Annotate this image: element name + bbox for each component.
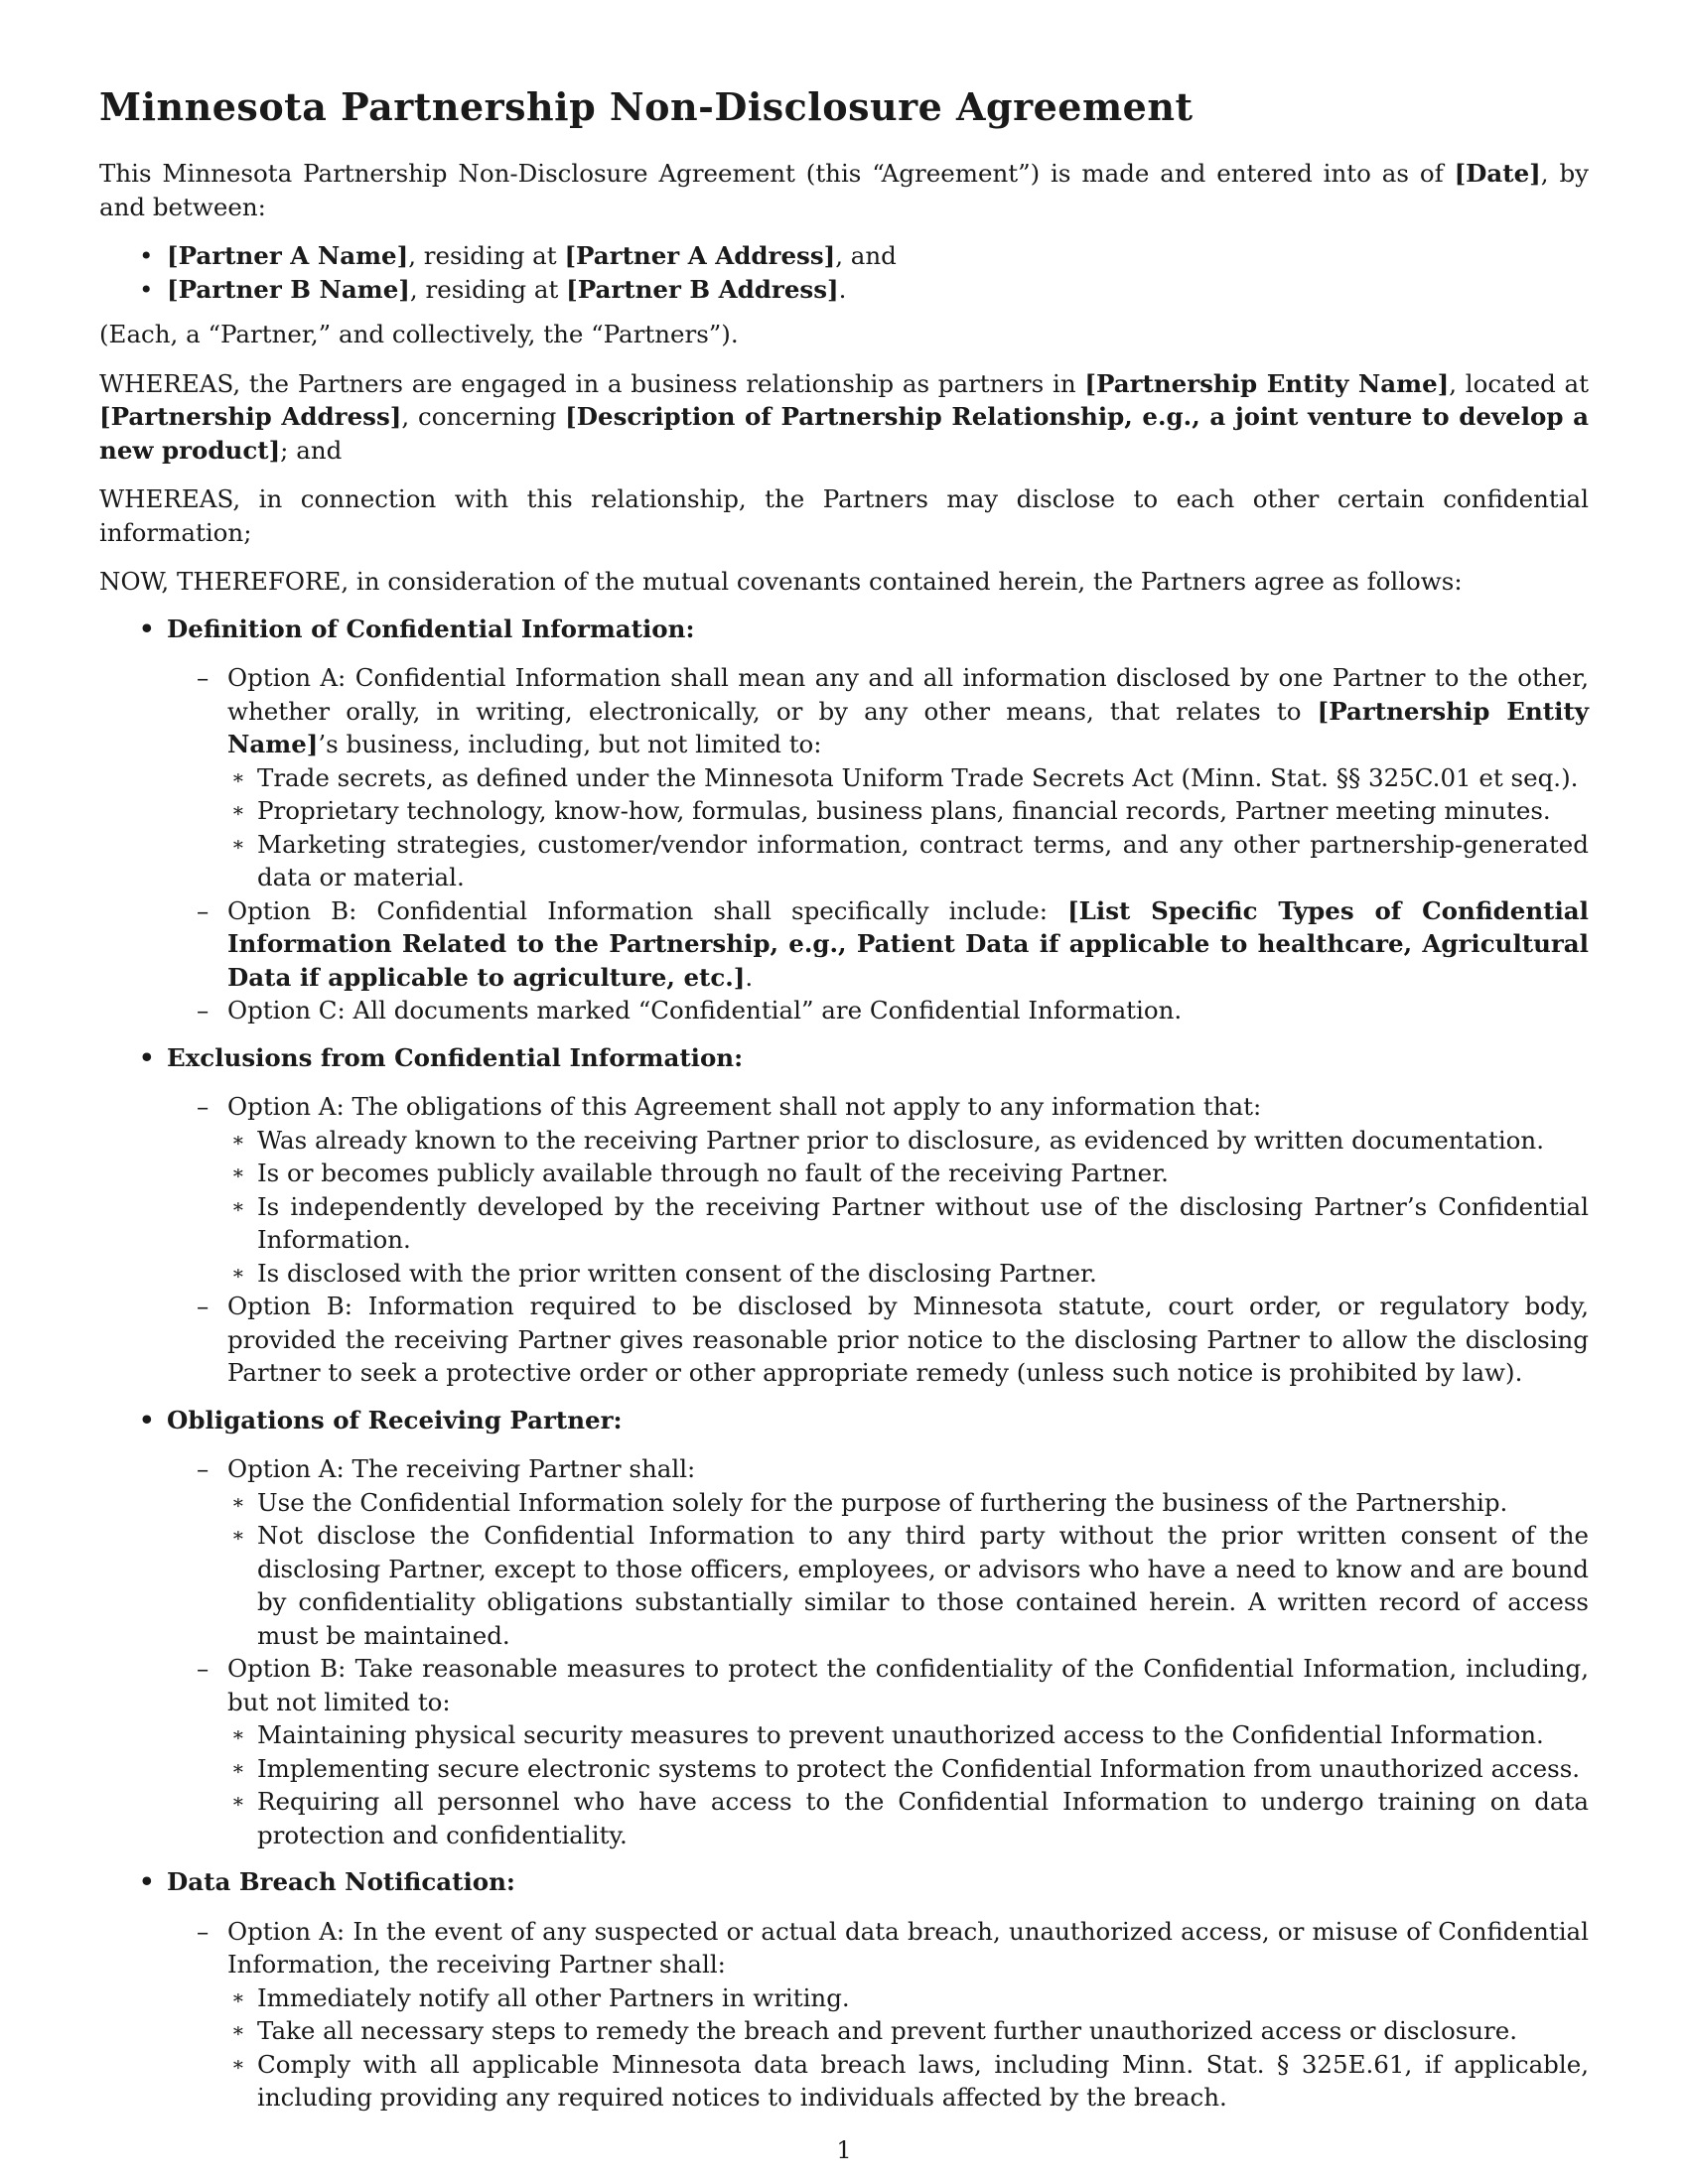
list-item: ∗ Immediately notify all other Partners in writing. (227, 1981, 1589, 2015)
section-title: • Definition of Confidential Information: (167, 613, 1589, 646)
list-item: ∗ Comply with all applicable Minnesota data breach laws, including Minn. Stat. § 325E.61, if applicable, including providing any required notices to individuals affected by the breach. (227, 2048, 1589, 2115)
option-item: – Option B: Confidential Information shall specifically include: [List Specific Types of Confidential Information Related to the Partnership, e.g., Patient Data if applicable to healthcare, Agricultural Data if applicable to agriculture, etc.]. (167, 894, 1589, 995)
party-item: • [Partner B Name], residing at [Partner B Address]. (99, 273, 1589, 307)
section-title: • Exclusions from Confidential Information: (167, 1041, 1589, 1075)
option-item: – Option A: Confidential Information shall mean any and all information disclosed by one Partner to the other, whether orally, in writing, electronically, or by any other means, that relates to [Partnership Entity Name]’s business, including, but not limited to: ∗ Trade secrets, as defined under the Minnesota Uniform Trade Secrets Act (Minn. Stat. §§ 325C.01 et seq.). ∗ Proprietary technology, know-how, formulas, business plans, financial records, Partner meeting minutes. ∗ Marketing strategies, customer/vendor information, contract terms, and any other partnership-generated data or material. (167, 661, 1589, 894)
option-item: – Option A: The receiving Partner shall: ∗ Use the Confidential Information solely for the purpose of furthering the business of the Partnership. ∗ Not disclose the Confidential Information to any third party without the prior written consent of the disclosing Partner, except to those officers, employees, or advisors who have a need to know and are bound by confidentiality obligations substantially similar to those contained herein. A written record of access must be maintained. (167, 1452, 1589, 1652)
options-list (167, 1090, 1589, 1390)
options-list (167, 1915, 1589, 2115)
list-item: ∗ Not disclose the Confidential Information to any third party without the prior written consent of the disclosing Partner, except to those officers, employees, or advisors who have a need to know and are bound by confidentiality obligations substantially similar to those contained herein. A written record of access must be maintained. (227, 1519, 1589, 1652)
options-list (167, 1452, 1589, 1851)
document-page (99, 0, 1589, 2184)
list-item: ∗ Was already known to the receiving Partner prior to disclosure, as evidenced by written documentation. (227, 1124, 1589, 1158)
document-body (99, 157, 1589, 2115)
sub-items-list (227, 1124, 1589, 1291)
document-title: Minnesota Partnership Non-Disclosure Agreement (99, 84, 1194, 129)
option-item: – Option B: Take reasonable measures to protect the confidentiality of the Confidential Information, including, but not limited to: ∗ Maintaining physical security measures to prevent unauthorized access to the Confidential Information. ∗ Implementing secure electronic systems to protect the Confidential Information from unauthorized access. ∗ Requiring all personnel who have access to the Confidential Information to undergo training on data protection and confidentiality. (167, 1652, 1589, 1851)
sub-items-list (227, 761, 1589, 894)
whereas-paragraph-2: WHEREAS, in connection with this relationship, the Partners may disclose to each other certain confidential information; (99, 484, 1589, 547)
list-item: ∗ Take all necessary steps to remedy the breach and prevent further unauthorized access or disclosure. (227, 2014, 1589, 2048)
option-item: – Option B: Information required to be disclosed by Minnesota statute, court order, or regulatory body, provided the receiving Partner gives reasonable prior notice to the disclosing Partner to allow the disclosing Partner to seek a protective order or other appropriate remedy (unless such notice is prohibited by law). (167, 1290, 1589, 1390)
section-exclusions (99, 1041, 1589, 1390)
list-item: ∗ Use the Confidential Information solely for the purpose of furthering the business of the Partnership. (227, 1486, 1589, 1520)
now-therefore-paragraph: NOW, THEREFORE, in consideration of the mutual covenants contained herein, the Partners agree as follows: (99, 567, 1463, 596)
options-list (167, 661, 1589, 1027)
parties-list (99, 239, 1589, 306)
sub-items-list (227, 1718, 1589, 1851)
section-title: • Obligations of Receiving Partner: (167, 1404, 1589, 1437)
whereas-paragraph-1: WHEREAS, the Partners are engaged in a business relationship as partners in [Partnership Entity Name], located at [Partnership Address], concerning [Description of Partnership Relationship, e.g., a joint venture to develop a new product]; and (99, 368, 1590, 465)
option-item: – Option A: The obligations of this Agreement shall not apply to any information that: ∗ Was already known to the receiving Partner prior to disclosure, as evidenced by written documentation. ∗ Is or becomes publicly available through no fault of the receiving Partner. ∗ Is independently developed by the receiving Partner without use of the disclosing Partner’s Confidential Information. ∗ Is disclosed with the prior written consent of the disclosing Partner. (167, 1090, 1589, 1290)
list-item: ∗ Marketing strategies, customer/vendor information, contract terms, and any other partnership-generated data or material. (227, 828, 1589, 894)
intro-paragraph: This Minnesota Partnership Non-Disclosure Agreement (this “Agreement”) is made and entered into as of [Date], by and between: (99, 159, 1589, 221)
list-item: ∗ Trade secrets, as defined under the Minnesota Uniform Trade Secrets Act (Minn. Stat. §§ 325C.01 et seq.). (227, 761, 1589, 795)
date-placeholder: [Date] (1454, 159, 1541, 188)
section-obligations (99, 1404, 1589, 1852)
sub-items-list (227, 1486, 1589, 1653)
option-item: – Option A: In the event of any suspected or actual data breach, unauthorized access, or misuse of Confidential Information, the receiving Partner shall: ∗ Immediately notify all other Partners in writing. ∗ Take all necessary steps to remedy the breach and prevent further unauthorized access or disclosure. ∗ Comply with all applicable Minnesota data breach laws, including Minn. Stat. § 325E.61, if applicable, including providing any required notices to individuals affected by the breach. (167, 1915, 1589, 2115)
list-item: ∗ Maintaining physical security measures to prevent unauthorized access to the Confidential Information. (227, 1718, 1589, 1752)
list-item: ∗ Is disclosed with the prior written consent of the disclosing Partner. (227, 1257, 1589, 1291)
list-item: ∗ Is or becomes publicly available through no fault of the receiving Partner. (227, 1157, 1589, 1190)
list-item: ∗ Requiring all personnel who have access to the Confidential Information to undergo training on data protection and confidentiality. (227, 1785, 1589, 1851)
list-item: ∗ Proprietary technology, know-how, formulas, business plans, financial records, Partner meeting minutes. (227, 794, 1589, 828)
section-definition (99, 613, 1589, 1027)
sub-items-list (227, 1981, 1589, 2115)
option-item: – Option C: All documents marked “Confidential” are Confidential Information. (167, 994, 1589, 1027)
list-item: ∗ Implementing secure electronic systems to protect the Confidential Information from unauthorized access. (227, 1752, 1589, 1786)
section-title: • Data Breach Notification: (167, 1865, 1589, 1899)
sections-list (99, 613, 1589, 2115)
each-clause: (Each, a “Partner,” and collectively, the “Partners”). (99, 320, 739, 348)
section-data-breach (99, 1865, 1589, 2115)
page-number: 1 (836, 2136, 852, 2164)
list-item: ∗ Is independently developed by the receiving Partner without use of the disclosing Partner’s Confidential Information. (227, 1190, 1589, 1257)
party-item: • [Partner A Name], residing at [Partner A Address], and (99, 239, 1589, 273)
